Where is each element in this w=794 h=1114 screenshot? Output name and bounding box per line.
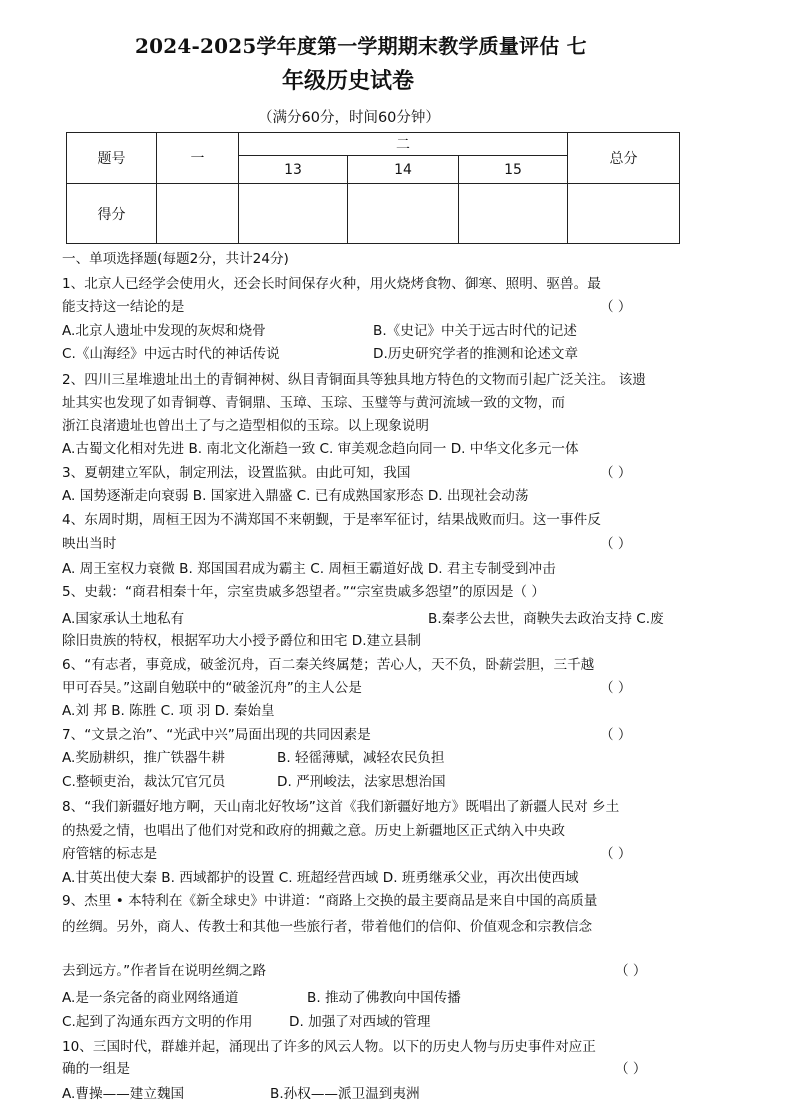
section1-label: 一 [157, 133, 239, 184]
q7-stem: 7、“文景之治”、“光武中兴”局面出现的共同因素是 [62, 727, 371, 743]
q2-stem-line1: 2、四川三星堆遗址出土的青铜神树、纵目青铜面具等独具地方特色的文物而引起广泛关注。 该遗 [62, 372, 646, 388]
score-label: 得分 [67, 184, 157, 244]
q1-option-d: D.历史研究学者的推测和论述文章 [373, 346, 579, 362]
q9-stem-line2: 的丝绸。另外，商人、传教士和其他一些旅行者，带着他们的信仰、价值观念和宗教信念 [62, 919, 593, 935]
exam-title-line1: 2024-2025学年度第一学期期末教学质量评估 七 [135, 34, 587, 58]
sub-col-15: 15 [459, 156, 568, 184]
section2-label: 二 [239, 133, 568, 156]
q8-stem-line1: 8、“我们新疆好地方啊，天山南北好牧场”这首《我们新疆好地方》既唱出了新疆人民对 乡土 [62, 799, 620, 815]
q4-stem-line2: 映出当时 [62, 536, 117, 552]
q8-stem-line3: 府管辖的标志是 [62, 846, 158, 862]
q4-options: A. 周王室权力衰微 B. 郑国国君成为霸主 C. 周桓王霸道好战 D. 君主专制受到冲击 [62, 561, 556, 577]
score-table [66, 132, 680, 244]
exam-subtitle: （满分60分，时间60分钟） [258, 110, 440, 126]
q7-option-b: B. 轻徭薄赋，减轻农民负担 [277, 750, 445, 766]
q3-options: A. 国势逐渐走向衰弱 B. 国家进入鼎盛 C. 已有成熟国家形态 D. 出现社会动荡 [62, 488, 529, 504]
header-label: 题号 [67, 133, 157, 184]
q7-answer-blank: （ ） [600, 727, 632, 743]
q5-option-cd: 除旧贵族的特权，根据军功大小授予爵位和田宅 D.建立县制 [62, 633, 421, 649]
q10-stem-line1: 10、三国时代，群雄并起，涌现出了许多的风云人物。以下的历史人物与历史事件对应正 [62, 1039, 596, 1055]
q7-option-c: C.整顿吏治，裁汰冗官冗员 [62, 774, 226, 790]
q3-stem: 3、夏朝建立军队，制定刑法，设置监狱。由此可知，我国 [62, 465, 411, 481]
q9-answer-blank: （ ） [615, 963, 647, 979]
q6-options: A.刘 邦 B. 陈胜 C. 项 羽 D. 秦始皇 [62, 703, 275, 719]
q1-option-a: A.北京人遗址中发现的灰烬和烧骨 [62, 323, 266, 339]
q1-option-b: B.《史记》中关于远古时代的记述 [373, 323, 577, 339]
score-cell-1 [157, 184, 239, 244]
q4-stem-line1: 4、东周时期，周桓王因为不满郑国不来朝觐，于是率军征讨，结果战败而归。这一事件反 [62, 512, 601, 528]
score-cell-14 [348, 184, 459, 244]
q10-option-a: A.曹操——建立魏国 [62, 1086, 185, 1102]
score-cell-13 [239, 184, 348, 244]
q10-stem-line2: 确的一组是 [62, 1061, 130, 1077]
q5-stem: 5、史载：“商君相秦十年，宗室贵戚多怨望者。”“宗室贵戚多怨望”的原因是（ ） [62, 584, 545, 600]
score-cell-15 [459, 184, 568, 244]
q2-stem-line3: 浙江良渚遗址也曾出土了与之造型相似的玉琮。以上现象说明 [62, 418, 430, 434]
q8-answer-blank: （ ） [600, 846, 632, 862]
q9-stem-line3: 去到远方。”作者旨在说明丝绸之路 [62, 963, 267, 979]
sub-col-13: 13 [239, 156, 348, 184]
q10-option-b: B.孙权——派卫温到夷洲 [270, 1086, 420, 1102]
q2-options: A.古蜀文化相对先进 B. 南北文化渐趋一致 C. 审美观念趋向同一 D. 中华文化多元一体 [62, 441, 579, 457]
q6-stem-line2: 甲可吞吴。”这副自勉联中的“破釜沉舟”的主人公是 [62, 680, 362, 696]
section-heading: 一、单项选择题(每题2分，共计24分) [62, 251, 289, 267]
q1-option-c: C.《山海经》中远古时代的神话传说 [62, 346, 280, 362]
q7-option-d: D. 严刑峻法，法家思想治国 [277, 774, 446, 790]
q10-answer-blank: （ ） [615, 1061, 647, 1077]
q1-answer-blank: （ ） [600, 299, 632, 315]
q1-stem-line1: 1、北京人已经学会使用火，还会长时间保存火种，用火烧烤食物、御寒、照明、驱兽。最 [62, 276, 601, 292]
q8-options: A.甘英出使大秦 B. 西域都护的设置 C. 班超经营西域 D. 班勇继承父业，再次出使西域 [62, 870, 579, 886]
sub-col-14: 14 [348, 156, 459, 184]
q5-option-a: A.国家承认土地私有 [62, 611, 185, 627]
q5-option-bc: B.秦孝公去世，商鞅失去政治支持 C.废 [428, 611, 664, 627]
q6-stem-line1: 6、“有志者，事竟成，破釜沉舟，百二秦关终属楚；苦心人，天不负，卧薪尝胆，三千越 [62, 657, 595, 673]
score-cell-total [568, 184, 680, 244]
q3-answer-blank: （ ） [600, 465, 632, 481]
q9-option-b: B. 推动了佛教向中国传播 [307, 990, 461, 1006]
exam-title-line2: 年级历史试卷 [282, 68, 415, 94]
q2-stem-line2: 址其实也发现了如青铜尊、青铜鼎、玉璋、玉琮、玉璧等与黄河流域一致的文物，而 [62, 395, 565, 411]
q6-answer-blank: （ ） [600, 680, 632, 696]
q8-stem-line2: 的热爱之情，也唱出了他们对党和政府的拥戴之意。历史上新疆地区正式纳入中央政 [62, 823, 565, 839]
q7-option-a: A.奖励耕织，推广铁器牛耕 [62, 750, 225, 766]
q1-stem-line2: 能支持这一结论的是 [62, 299, 185, 315]
q4-answer-blank: （ ） [600, 536, 632, 552]
q9-option-c: C.起到了沟通东西方文明的作用 [62, 1014, 253, 1030]
q9-stem-line1: 9、杰里 • 本特利在《新全球史》中讲道：“商路上交换的最主要商品是来自中国的高质量 [62, 893, 598, 909]
total-label: 总分 [568, 133, 680, 184]
q9-option-a: A.是一条完备的商业网络通道 [62, 990, 239, 1006]
q9-option-d: D. 加强了对西域的管理 [289, 1014, 431, 1030]
